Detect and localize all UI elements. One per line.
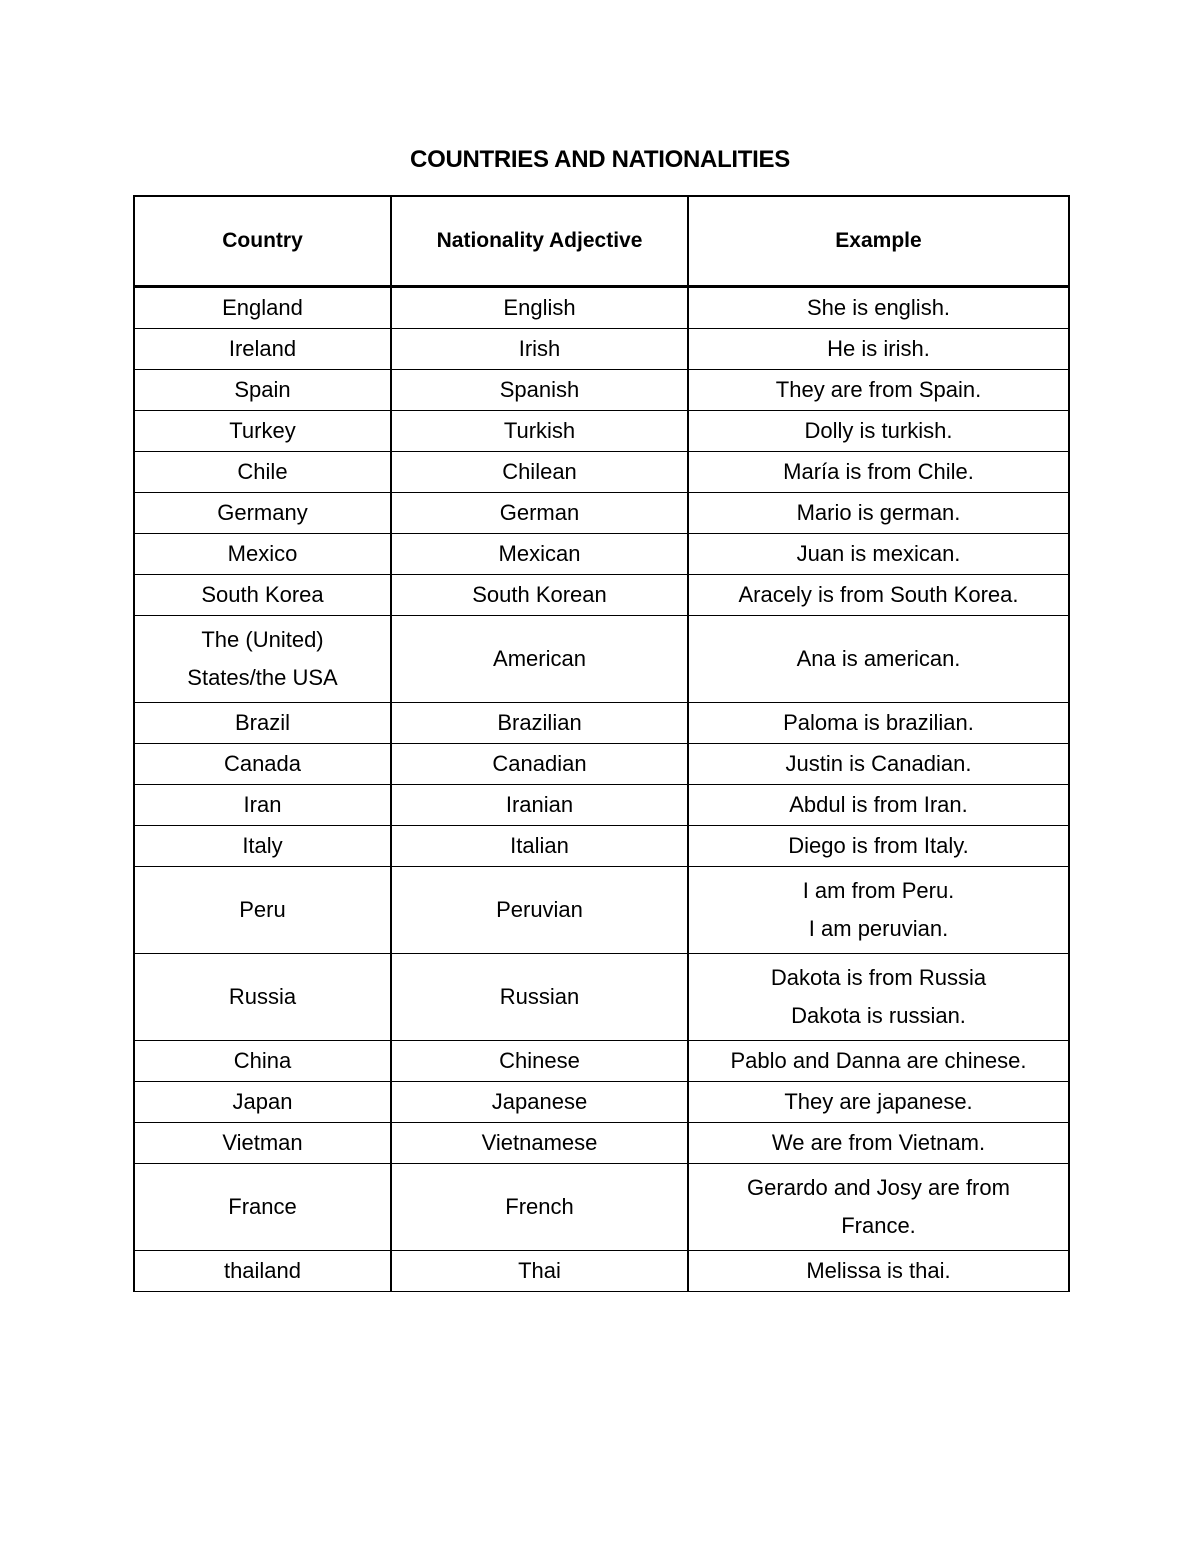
nationality-adjective-cell-text: Canadian: [492, 751, 587, 776]
example-cell: [688, 1164, 1069, 1251]
table-row: [134, 1164, 1069, 1251]
example-cell: [688, 329, 1069, 370]
table-row: [134, 703, 1069, 744]
country-cell: [134, 744, 391, 785]
country-cell-text: Turkey: [229, 418, 296, 443]
nationality-adjective-cell-text: Spanish: [499, 377, 580, 402]
nationality-adjective-cell-text: Peruvian: [496, 897, 583, 922]
country-cell: [134, 1041, 391, 1082]
nationality-adjective-cell: [391, 493, 688, 534]
nationality-adjective-cell: [391, 287, 688, 329]
example-cell: [688, 616, 1069, 703]
example-cell-text: I am from Peru.: [802, 878, 955, 903]
example-cell: [688, 744, 1069, 785]
country-cell: [134, 287, 391, 329]
column-header-example: Example: [688, 196, 1069, 287]
example-cell-text: Pablo and Danna are chinese.: [730, 1048, 1027, 1073]
country-cell: [134, 1164, 391, 1251]
nationality-adjective-cell: [391, 1164, 688, 1251]
example-cell: [688, 954, 1069, 1041]
country-cell-text: Canada: [223, 751, 302, 776]
example-cell: [688, 534, 1069, 575]
country-cell-text: Spain: [234, 377, 291, 402]
example-cell: [688, 575, 1069, 616]
country-cell: [134, 411, 391, 452]
example-cell: [688, 287, 1069, 329]
example-cell-text: She is english.: [806, 295, 951, 320]
nationality-adjective-cell-text: Chilean: [502, 459, 577, 484]
nationality-adjective-cell: [391, 1123, 688, 1164]
country-cell-text: Chile: [237, 459, 288, 484]
example-cell-text: He is irish.: [827, 336, 930, 361]
country-cell: [134, 1082, 391, 1123]
table-row: [134, 616, 1069, 703]
nationality-adjective-cell: [391, 826, 688, 867]
country-cell: [134, 616, 391, 703]
table-row: [134, 1082, 1069, 1123]
nationality-adjective-cell-text: Iranian: [505, 792, 574, 817]
country-cell: [134, 703, 391, 744]
example-cell: [688, 1041, 1069, 1082]
country-cell: [134, 493, 391, 534]
country-cell-text: Iran: [243, 792, 282, 817]
nationality-adjective-cell: [391, 785, 688, 826]
country-cell-text: England: [222, 295, 303, 320]
country-cell: [134, 370, 391, 411]
example-cell-text: Dakota is russian.: [791, 1003, 966, 1028]
country-cell-text: China: [233, 1048, 292, 1073]
country-cell-text: Peru: [239, 897, 286, 922]
nationality-adjective-cell-text: Turkish: [503, 418, 576, 443]
example-cell: [688, 411, 1069, 452]
country-cell: [134, 534, 391, 575]
table-row: [134, 785, 1069, 826]
nationalities-table: [133, 195, 1070, 1292]
nationality-adjective-cell-text: Italian: [510, 833, 569, 858]
example-cell-text: Dolly is turkish.: [804, 418, 953, 443]
table-row: [134, 1123, 1069, 1164]
example-cell-text: Melissa is thai.: [806, 1258, 951, 1283]
example-cell: [688, 785, 1069, 826]
country-cell-text: Germany: [217, 500, 308, 525]
example-cell-text: Justin is Canadian.: [785, 751, 972, 776]
example-cell: [688, 1123, 1069, 1164]
nationality-adjective-cell-text: German: [499, 500, 580, 525]
example-cell: [688, 370, 1069, 411]
nationality-adjective-cell: [391, 534, 688, 575]
country-cell-text: South Korea: [201, 582, 324, 607]
table-row: [134, 534, 1069, 575]
table-row: [134, 575, 1069, 616]
nationalities-table-container: [133, 195, 1068, 1292]
example-cell: [688, 452, 1069, 493]
nationality-adjective-cell-text: Irish: [518, 336, 561, 361]
country-cell-text: France: [228, 1194, 297, 1219]
nationality-adjective-cell: [391, 867, 688, 954]
country-cell: [134, 826, 391, 867]
example-cell-text: Dakota is from Russia: [770, 965, 987, 990]
country-cell-text: Brazil: [234, 710, 290, 735]
example-cell-text: Aracely is from South Korea.: [738, 582, 1019, 607]
example-cell: [688, 703, 1069, 744]
country-cell-text: Vietman: [222, 1130, 303, 1155]
table-row: [134, 370, 1069, 411]
example-cell-text: Mario is german.: [796, 500, 961, 525]
example-cell-text: France.: [841, 1213, 916, 1238]
country-cell: [134, 452, 391, 493]
country-cell: [134, 867, 391, 954]
nationality-adjective-cell: [391, 616, 688, 703]
country-cell-text: Italy: [242, 833, 283, 858]
column-header-nationality-adjective: Nationality Adjective: [391, 196, 688, 287]
example-cell-text: Gerardo and Josy are from: [747, 1175, 1010, 1200]
nationality-adjective-cell: [391, 1041, 688, 1082]
example-cell-text: We are from Vietnam.: [771, 1130, 986, 1155]
table-body: [134, 287, 1069, 1292]
country-cell-text: States/the USA: [187, 665, 338, 690]
column-header-country: Country: [134, 196, 391, 287]
example-cell-text: Abdul is from Iran.: [789, 792, 968, 817]
nationality-adjective-cell-text: Brazilian: [497, 710, 582, 735]
country-cell-text: thailand: [223, 1258, 302, 1283]
table-row: [134, 287, 1069, 329]
nationality-adjective-cell-text: Mexican: [498, 541, 581, 566]
example-cell-text: I am peruvian.: [808, 916, 949, 941]
nationality-adjective-cell-text: American: [493, 646, 586, 671]
nationality-adjective-cell: [391, 1082, 688, 1123]
example-cell-text: They are from Spain.: [775, 377, 982, 402]
table-header-row: [134, 196, 1069, 287]
country-cell: [134, 575, 391, 616]
example-cell-text: Diego is from Italy.: [788, 833, 969, 858]
nationality-adjective-cell: [391, 703, 688, 744]
example-cell-text: Paloma is brazilian.: [783, 710, 974, 735]
table-row: [134, 452, 1069, 493]
nationality-adjective-cell: [391, 370, 688, 411]
nationality-adjective-cell-text: Chinese: [499, 1048, 580, 1073]
nationality-adjective-cell-text: French: [505, 1194, 574, 1219]
example-cell: [688, 1082, 1069, 1123]
example-cell: [688, 826, 1069, 867]
example-cell-text: They are japanese.: [784, 1089, 973, 1114]
country-cell-text: Russia: [228, 984, 297, 1009]
table-row: [134, 954, 1069, 1041]
country-cell: [134, 1251, 391, 1292]
example-cell: [688, 493, 1069, 534]
table-row: [134, 493, 1069, 534]
table-row: [134, 411, 1069, 452]
example-cell-text: María is from Chile.: [783, 459, 974, 484]
table-row: [134, 826, 1069, 867]
nationality-adjective-cell-text: Japanese: [491, 1089, 588, 1114]
country-cell: [134, 329, 391, 370]
country-cell-text: The (United): [201, 627, 324, 652]
nationality-adjective-cell: [391, 954, 688, 1041]
nationality-adjective-cell: [391, 1251, 688, 1292]
nationality-adjective-cell-text: Russian: [499, 984, 580, 1009]
country-cell: [134, 1123, 391, 1164]
country-cell: [134, 785, 391, 826]
page-title: COUNTRIES AND NATIONALITIES: [410, 146, 790, 173]
nationality-adjective-cell: [391, 575, 688, 616]
nationality-adjective-cell: [391, 452, 688, 493]
nationality-adjective-cell-text: Vietnamese: [481, 1130, 598, 1155]
country-cell-text: Ireland: [228, 336, 297, 361]
example-cell-text: Ana is american.: [796, 646, 961, 671]
nationality-adjective-cell-text: South Korean: [472, 582, 607, 607]
example-cell-text: Juan is mexican.: [796, 541, 961, 566]
nationality-adjective-cell: [391, 411, 688, 452]
example-cell: [688, 867, 1069, 954]
table-row: [134, 329, 1069, 370]
country-cell-text: Mexico: [227, 541, 298, 566]
table-row: [134, 867, 1069, 954]
table-row: [134, 1041, 1069, 1082]
country-cell-text: Japan: [232, 1089, 293, 1114]
table-row: [134, 1251, 1069, 1292]
table-row: [134, 744, 1069, 785]
country-cell: [134, 954, 391, 1041]
nationality-adjective-cell-text: English: [503, 295, 576, 320]
nationality-adjective-cell-text: Thai: [518, 1258, 561, 1283]
example-cell: [688, 1251, 1069, 1292]
nationality-adjective-cell: [391, 744, 688, 785]
nationality-adjective-cell: [391, 329, 688, 370]
